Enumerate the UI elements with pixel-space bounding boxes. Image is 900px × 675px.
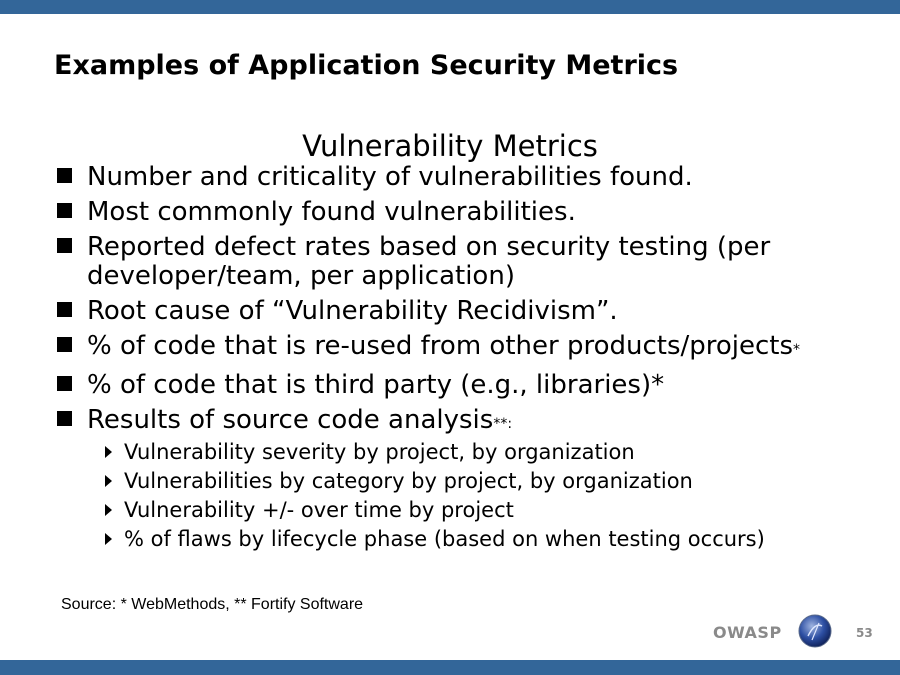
bullet-item xyxy=(54,233,874,291)
sub-bullet-item xyxy=(87,528,874,551)
slide-subtitle: Vulnerability Metrics xyxy=(302,129,598,163)
bullet-item xyxy=(54,163,874,192)
sub-bullet-list xyxy=(87,441,874,551)
bullet-item xyxy=(54,371,874,400)
bullet-text: Root cause of “Vulnerability Recidivism”. xyxy=(87,296,618,326)
slide-title: Examples of Application Security Metrics xyxy=(54,50,679,81)
bullet-text: Reported defect rates based on security testing (per developer/team, per application) xyxy=(87,232,771,291)
sub-bullet-text: % of flaws by lifecycle phase (based on when testing occurs) xyxy=(124,527,765,551)
bullet-item xyxy=(54,198,874,227)
triangle-bullet-icon xyxy=(105,533,112,545)
sub-bullet-item xyxy=(87,499,874,522)
page-number: 53 xyxy=(856,626,873,640)
sub-bullet-text: Vulnerabilities by category by project, by organization xyxy=(124,469,693,493)
square-bullet-icon xyxy=(57,238,72,253)
square-bullet-icon xyxy=(57,411,72,426)
triangle-bullet-icon xyxy=(105,504,112,516)
square-bullet-icon xyxy=(57,302,72,317)
sub-bullet-item xyxy=(87,470,874,493)
bullet-item xyxy=(54,406,874,551)
top-accent-bar xyxy=(0,0,900,14)
square-bullet-icon xyxy=(57,376,72,391)
square-bullet-icon xyxy=(57,203,72,218)
owasp-wordmark: OWASP xyxy=(713,623,782,642)
bullet-list xyxy=(54,163,874,557)
source-citation: Source: * WebMethods, ** Fortify Software xyxy=(61,596,364,613)
square-bullet-icon xyxy=(57,337,72,352)
bullet-item xyxy=(54,332,874,365)
bullet-text: Most commonly found vulnerabilities. xyxy=(87,197,576,227)
square-bullet-icon xyxy=(57,168,72,183)
bullet-text: % of code that is re-used from other products/projects xyxy=(87,331,794,361)
bullet-item xyxy=(54,297,874,326)
triangle-bullet-icon xyxy=(105,446,112,458)
owasp-globe-icon xyxy=(798,614,832,648)
bottom-accent-bar xyxy=(0,660,900,675)
bullet-text: % of code that is third party (e.g., libraries)* xyxy=(87,370,665,400)
sub-bullet-item xyxy=(87,441,874,464)
footnote-marker: **: xyxy=(493,416,513,432)
footnote-marker: * xyxy=(793,342,801,358)
bullet-text: Results of source code analysis xyxy=(87,405,494,435)
bullet-text: Number and criticality of vulnerabilities found. xyxy=(87,162,693,192)
sub-bullet-text: Vulnerability severity by project, by organization xyxy=(124,440,635,464)
triangle-bullet-icon xyxy=(105,475,112,487)
sub-bullet-text: Vulnerability +/- over time by project xyxy=(124,498,514,522)
